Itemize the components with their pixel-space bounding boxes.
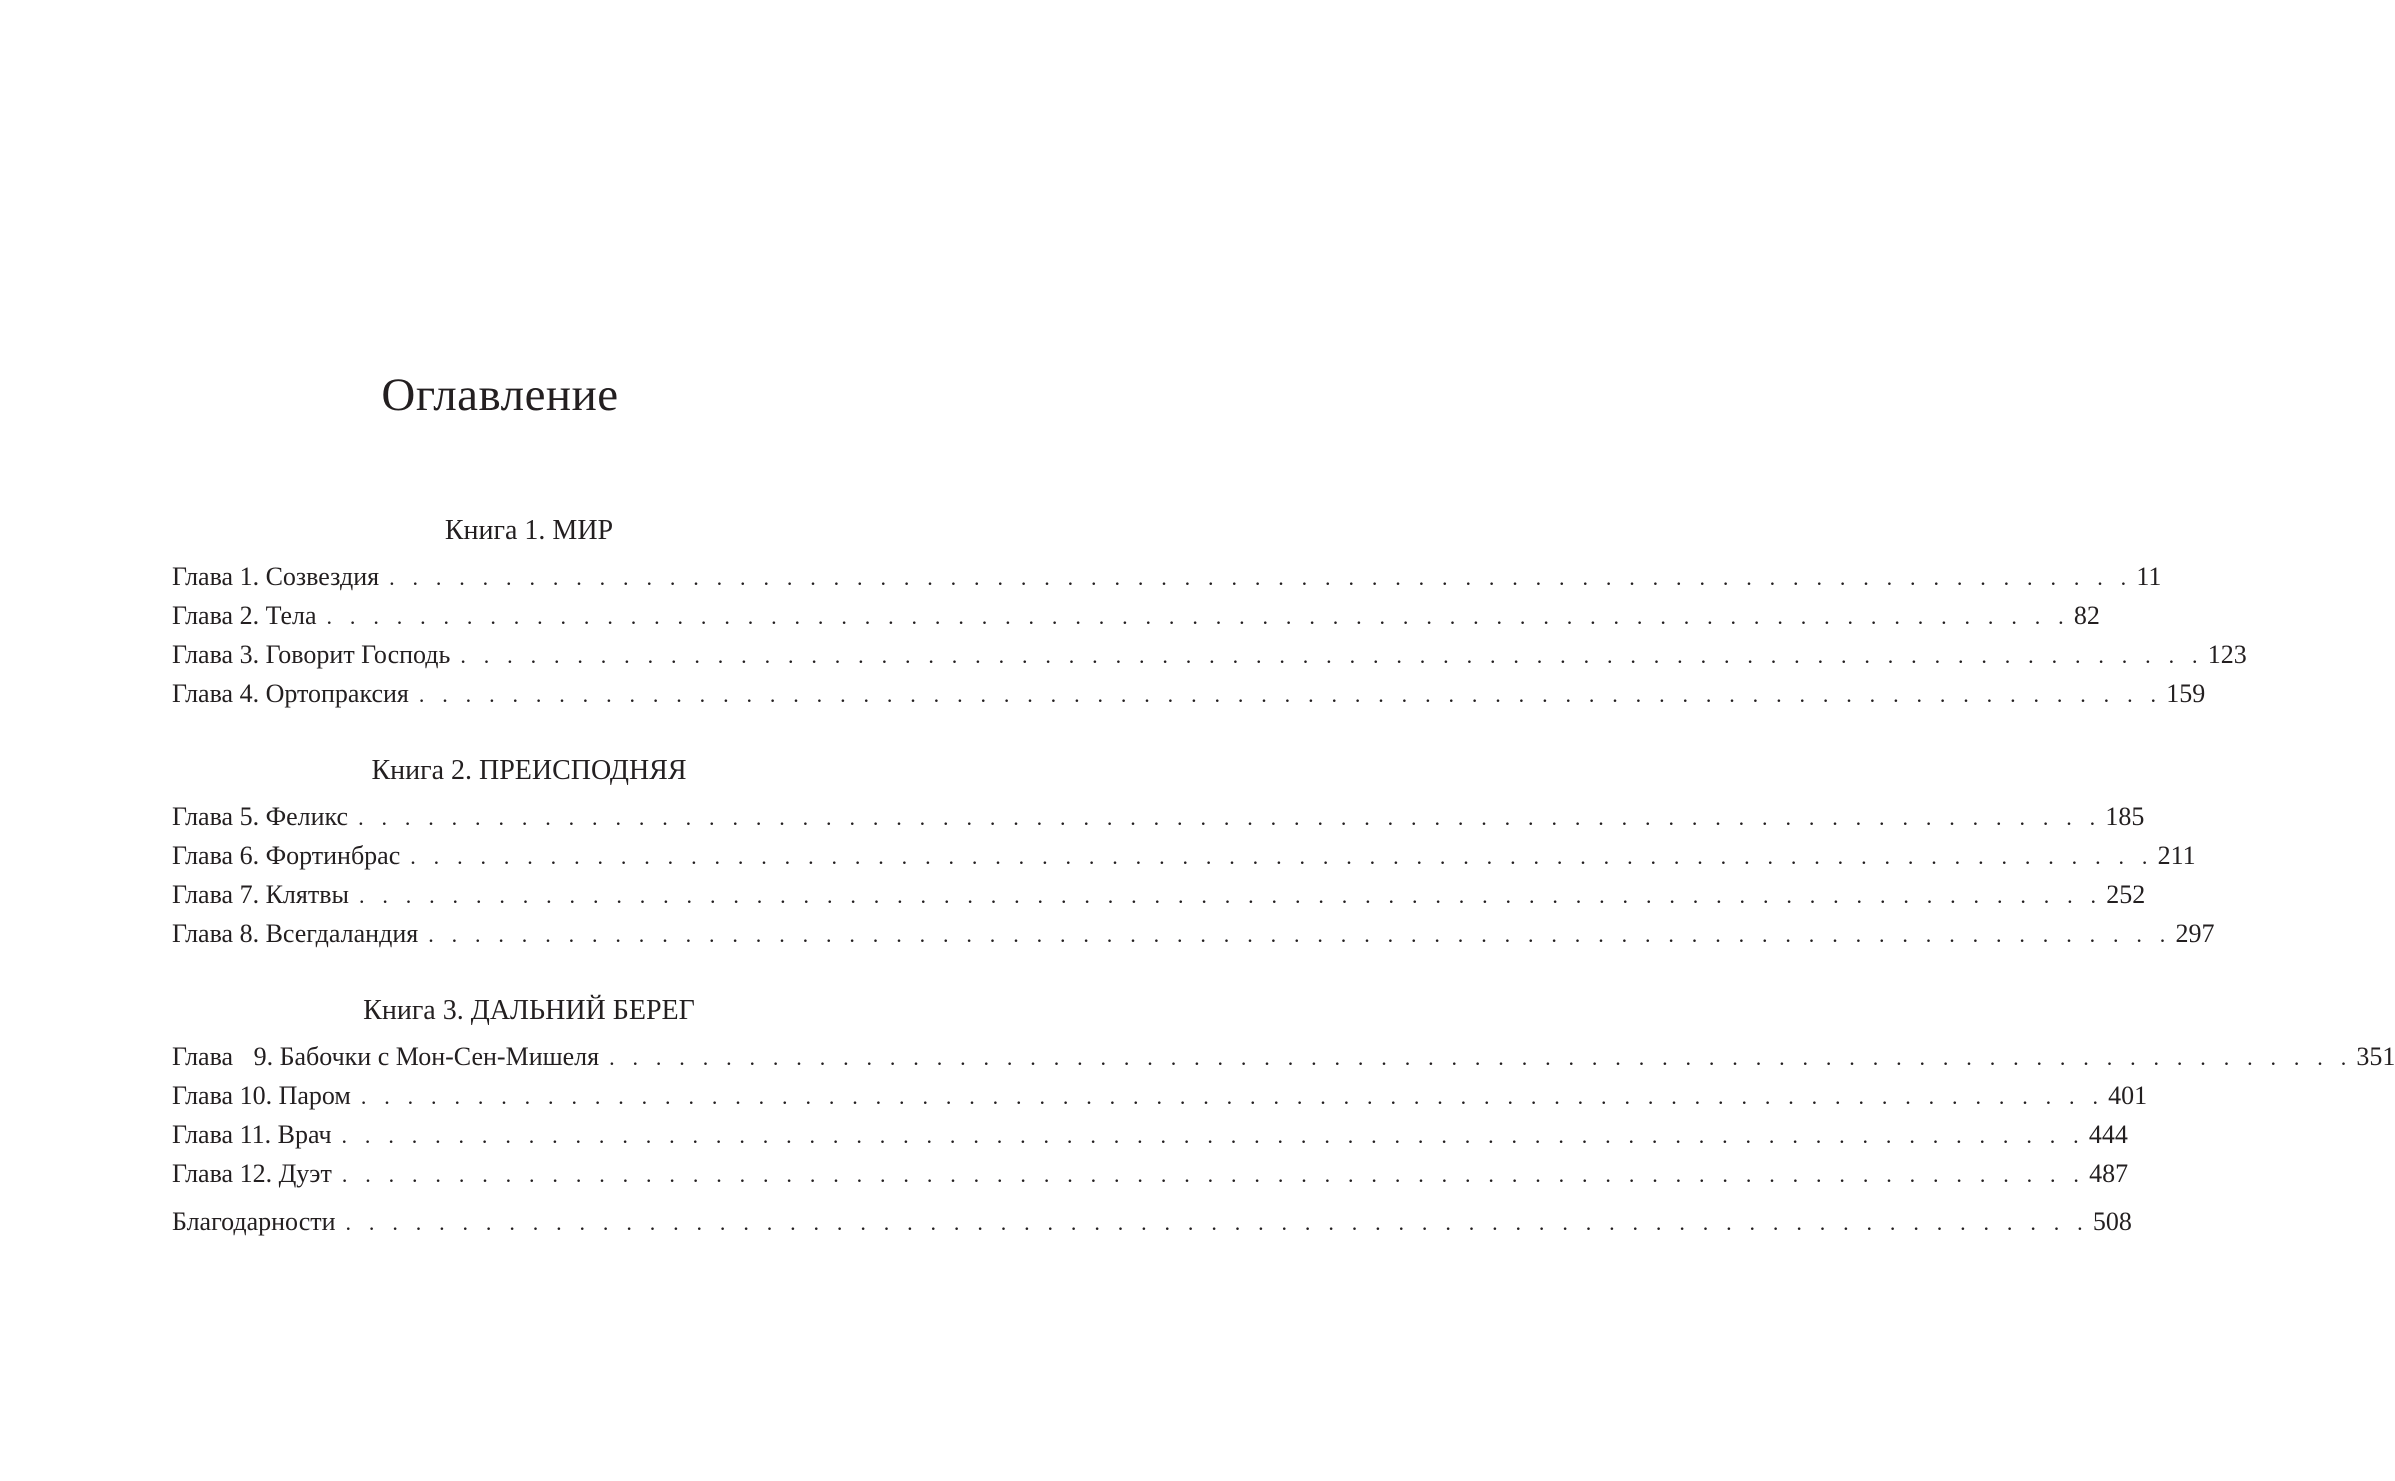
page-number: 159 [2166, 679, 2206, 708]
book-heading: Книга 2. ПРЕИСПОДНЯЯ [371, 755, 687, 786]
dot-leader: . . . . . . . . . . . . . . . . . . . . . . . . . . . . . . . . . . . . . . . . . . . . . . . . . . . . . . . . . . . . . . . . . . . . . . . . . . . [609, 1045, 2353, 1070]
page-number: 123 [2207, 640, 2247, 669]
chapter-title: Глава 12. Дуэт [172, 1159, 332, 1188]
toc-entry[interactable] [172, 635, 2247, 674]
page-number: 444 [2088, 1120, 2128, 1149]
toc-entry-acknowledgements[interactable] [172, 1197, 2132, 1247]
page-number: 82 [2073, 601, 2100, 630]
toc-entry[interactable] [172, 914, 2215, 953]
dot-leader: . . . . . . . . . . . . . . . . . . . . . . . . . . . . . . . . . . . . . . . . . . . . . . . . . . . . . . . . . . . . . . . . . . . . . . . . . . . [410, 844, 2154, 869]
dot-leader: . . . . . . . . . . . . . . . . . . . . . . . . . . . . . . . . . . . . . . . . . . . . . . . . . . . . . . . . . . . . . . . . . . . . . . . . . . . [326, 604, 2070, 629]
chapter-title: Глава 7. Клятвы [172, 880, 349, 909]
chapter-title: Глава 11. Врач [172, 1120, 332, 1149]
book-heading: Книга 1. МИР [444, 515, 614, 546]
toc-entry[interactable] [172, 836, 2196, 875]
chapter-title: Глава 3. Говорит Господь [172, 640, 451, 669]
dot-leader: . . . . . . . . . . . . . . . . . . . . . . . . . . . . . . . . . . . . . . . . . . . . . . . . . . . . . . . . . . . . . . . . . . . . . . . . . . . [460, 643, 2204, 668]
book-3-section [172, 990, 2395, 1193]
dot-leader: . . . . . . . . . . . . . . . . . . . . . . . . . . . . . . . . . . . . . . . . . . . . . . . . . . . . . . . . . . . . . . . . . . . . . . . . . . . [418, 682, 2163, 707]
dot-leader: . . . . . . . . . . . . . . . . . . . . . . . . . . . . . . . . . . . . . . . . . . . . . . . . . . . . . . . . . . . . . . . . . . . . . . . . . . . [389, 565, 2133, 590]
page-number: 508 [2092, 1207, 2132, 1236]
page-number: 297 [2175, 919, 2215, 948]
toc-entry[interactable] [172, 797, 2145, 836]
chapter-title: Глава 2. Тела [172, 601, 317, 630]
chapter-name: 9. Бабочки с Мон-Сен-Мишеля [253, 1042, 600, 1071]
chapter-title [172, 1037, 599, 1076]
page-number: 401 [2108, 1081, 2148, 1110]
chapter-title: Глава 5. Феликс [172, 802, 349, 831]
chapter-title: Глава 6. Фортинбрас [172, 841, 401, 870]
chapter-title: Глава 8. Всегдаландия [172, 919, 419, 948]
toc-entry[interactable] [172, 674, 2206, 713]
page-number: 351 [2356, 1042, 2395, 1071]
chapter-title: Глава 4. Ортопраксия [172, 679, 409, 708]
toc-entry[interactable] [172, 557, 2162, 596]
page-number: 211 [2157, 841, 2196, 870]
book-2-section [172, 750, 2215, 953]
chapter-title: Глава 10. Паром [172, 1081, 351, 1110]
chapter-word: Глава [172, 1042, 234, 1071]
table-of-contents [172, 510, 2395, 1247]
dot-leader: . . . . . . . . . . . . . . . . . . . . . . . . . . . . . . . . . . . . . . . . . . . . . . . . . . . . . . . . . . . . . . . . . . . . . . . . . . . [341, 1123, 2085, 1148]
toc-entry[interactable] [172, 1115, 2128, 1154]
acknowledgements-title: Благодарности [172, 1207, 336, 1236]
dot-leader: . . . . . . . . . . . . . . . . . . . . . . . . . . . . . . . . . . . . . . . . . . . . . . . . . . . . . . . . . . . . . . . . . . . . . . . . . . . [358, 805, 2102, 830]
dot-leader: . . . . . . . . . . . . . . . . . . . . . . . . . . . . . . . . . . . . . . . . . . . . . . . . . . . . . . . . . . . . . . . . . . . . . . . . . . . [358, 883, 2103, 908]
book-heading: Книга 3. ДАЛЬНИЙ БЕРЕГ [363, 995, 695, 1026]
toc-entry[interactable] [172, 1076, 2148, 1115]
toc-entry[interactable] [172, 596, 2100, 635]
dot-leader: . . . . . . . . . . . . . . . . . . . . . . . . . . . . . . . . . . . . . . . . . . . . . . . . . . . . . . . . . . . . . . . . . . . . . . . . . . . [341, 1162, 2086, 1187]
toc-entry[interactable] [172, 1154, 2129, 1193]
page-number: 11 [2136, 562, 2162, 591]
toc-entry[interactable] [172, 1037, 2395, 1076]
page-number: 185 [2105, 802, 2145, 831]
dot-leader: . . . . . . . . . . . . . . . . . . . . . . . . . . . . . . . . . . . . . . . . . . . . . . . . . . . . . . . . . . . . . . . . . . . . . . . . . . . [360, 1084, 2105, 1109]
book-1-section [172, 510, 2247, 713]
chapter-title: Глава 1. Созвездия [172, 562, 380, 591]
toc-entry[interactable] [172, 875, 2146, 914]
page-title: Оглавление [381, 369, 619, 421]
page-number: 487 [2089, 1159, 2129, 1188]
dot-leader: . . . . . . . . . . . . . . . . . . . . . . . . . . . . . . . . . . . . . . . . . . . . . . . . . . . . . . . . . . . . . . . . . . . . . . . . . . . [345, 1210, 2089, 1235]
dot-leader: . . . . . . . . . . . . . . . . . . . . . . . . . . . . . . . . . . . . . . . . . . . . . . . . . . . . . . . . . . . . . . . . . . . . . . . . . . . [428, 922, 2172, 947]
page-number: 252 [2106, 880, 2146, 909]
